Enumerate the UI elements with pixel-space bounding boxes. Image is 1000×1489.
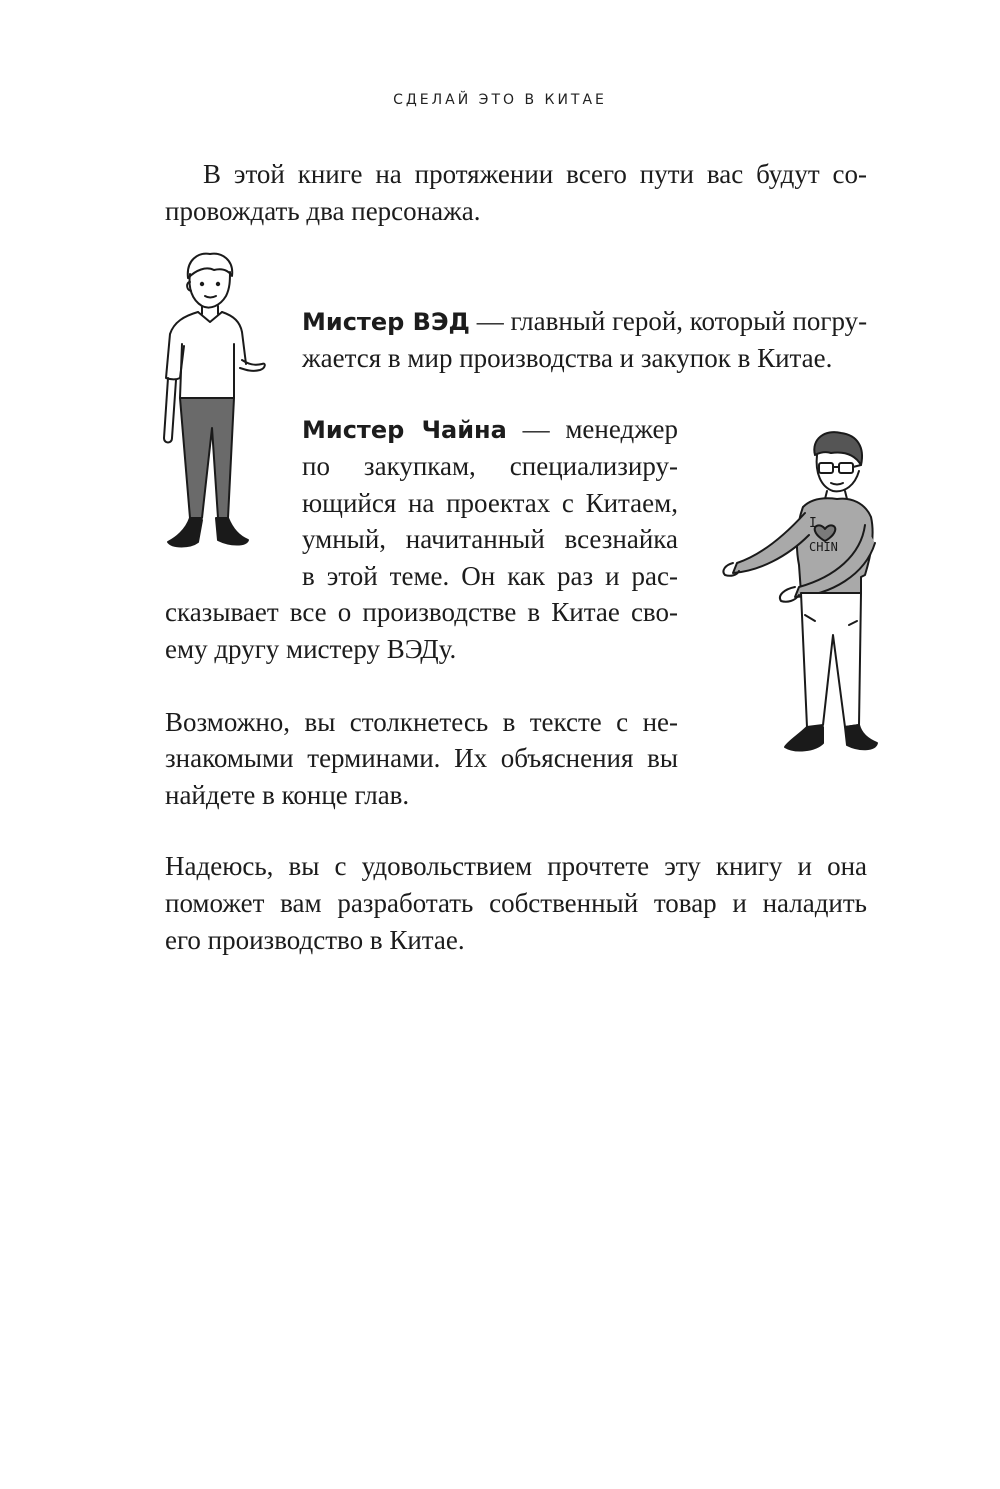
mister-china-line-1 bbox=[302, 411, 678, 448]
mister-china-line-5: в этой теме. Он как раз и рас- bbox=[302, 561, 678, 591]
shirt-text-chin: CHIN bbox=[809, 540, 838, 554]
mister-ved-illustration bbox=[150, 248, 270, 573]
mister-china-line-6: сказывает все о производстве в Китае сво- bbox=[165, 597, 678, 627]
terms-note-line-2: знакомыми терминами. Их объяснения вы bbox=[165, 743, 678, 773]
closing-line-1: Надеюсь, вы с удовольствием прочтете эту книгу и она bbox=[165, 851, 867, 881]
mister-china-illustration bbox=[715, 425, 885, 760]
closing-line-3: его производство в Китае. bbox=[165, 925, 465, 955]
shirt-text-i: I bbox=[809, 516, 817, 531]
mister-china-line-2: по закупкам, специализиру- bbox=[302, 451, 678, 481]
terms-note-line-3: найдете в конце глав. bbox=[165, 780, 410, 810]
intro-line-2: провождать два персонажа. bbox=[165, 196, 481, 226]
closing-line-2: поможет вам разработать собственный товар и наладить bbox=[165, 888, 867, 918]
mister-ved-line-1-rest: — главный герой, который погру- bbox=[469, 306, 868, 336]
mister-ved-line-1 bbox=[302, 303, 866, 340]
mister-ved-line-2: жается в мир производства и закупок в Китае. bbox=[302, 343, 833, 373]
mister-china-line-4: умный, начитанный всезнайка bbox=[302, 524, 678, 554]
mister-ved-name: Мистер ВЭД bbox=[302, 308, 470, 336]
mister-china-line-7: ему другу мистеру ВЭДу. bbox=[165, 634, 457, 664]
terms-note-line-1: Возможно, вы столкнетесь в тексте с не- bbox=[165, 707, 678, 737]
running-header: СДЕЛАЙ ЭТО В КИТАЕ bbox=[393, 92, 607, 108]
intro-line-1: В этой книге на протяжении всего пути вас будут со- bbox=[203, 159, 867, 189]
mister-china-name: Мистер Чайна bbox=[302, 416, 507, 444]
mister-china-line-1-rest: — менеджер bbox=[506, 414, 678, 444]
mister-china-line-3: ющийся на проектах с Китаем, bbox=[302, 488, 678, 518]
